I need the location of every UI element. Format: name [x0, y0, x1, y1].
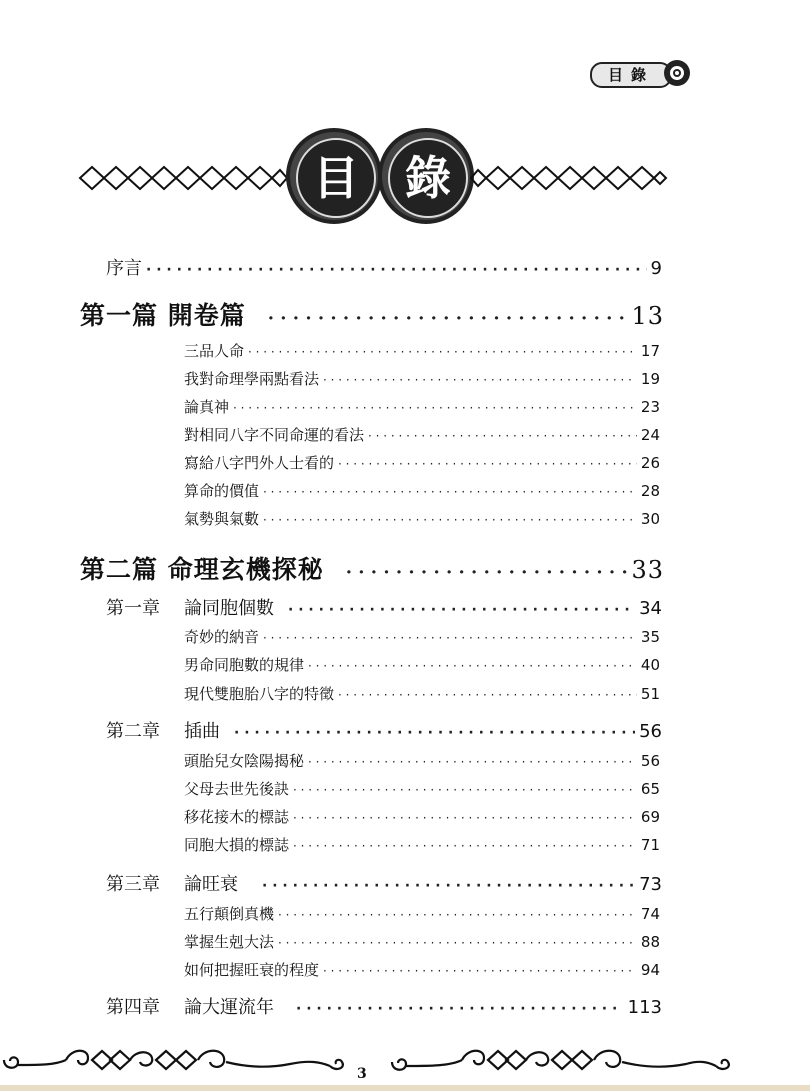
toc-entry-label: 掌握生剋大法 [184, 933, 275, 951]
title-banner [78, 128, 668, 232]
dot-leader [146, 262, 647, 278]
toc-entry-part-1[interactable] [80, 296, 664, 332]
toc-entry-chapter-3[interactable] [106, 870, 662, 896]
toc-part-label: 第一篇 開卷篇 [80, 301, 246, 330]
dot-leader [323, 373, 637, 387]
toc-entry-label: 移花接木的標誌 [184, 808, 290, 826]
toc-entry-section[interactable] [184, 903, 660, 924]
dot-leader [346, 562, 628, 583]
dot-leader [323, 964, 637, 978]
chapter-label: 論大運流年 [184, 997, 274, 1018]
dot-leader [308, 659, 637, 673]
section-tab-label: 目錄 [590, 62, 672, 88]
flower-ornament-icon [662, 58, 692, 88]
toc-entry-section[interactable] [184, 396, 660, 417]
page-number: 3 [357, 1066, 367, 1082]
dot-leader [293, 783, 637, 797]
toc-part-page: 33 [631, 556, 664, 584]
toc-entry-page: 56 [640, 752, 660, 770]
toc-entry-label: 頭胎兒女陰陽揭秘 [184, 752, 305, 770]
dot-leader [308, 755, 637, 769]
toc-part-label: 第二篇 命理玄機探秘 [80, 555, 324, 584]
toc-entry-label: 論真神 [184, 398, 230, 416]
toc-entry-page: 69 [640, 808, 660, 826]
toc-entry-label: 三品人命 [184, 342, 245, 360]
toc-entry-page: 56 [639, 721, 662, 742]
toc-entry-page: 74 [640, 905, 660, 923]
toc-entry-part-2[interactable] [80, 550, 664, 586]
dot-leader [288, 602, 635, 618]
toc-entry-label: 如何把握旺衰的程度 [184, 961, 320, 979]
title-char-right: 錄 [388, 138, 468, 218]
toc-entry-page: 24 [640, 426, 660, 444]
bottom-edge [0, 1085, 810, 1091]
toc-entry-label: 男命同胞數的規律 [184, 656, 305, 674]
dot-leader [263, 485, 637, 499]
dot-leader [338, 688, 637, 702]
chapter-label: 論旺衰 [184, 874, 238, 895]
toc-entry-section[interactable] [184, 931, 660, 952]
toc-entry-chapter-4[interactable] [106, 993, 662, 1019]
dot-leader [262, 878, 635, 894]
dot-leader [368, 429, 637, 443]
chapter-label: 論同胞個數 [184, 598, 274, 619]
toc-entry-label: 父母去世先後訣 [184, 780, 290, 798]
toc-chapter-title [106, 870, 238, 896]
toc-entry-section[interactable] [184, 834, 660, 855]
title-char-left: 目 [296, 138, 376, 218]
toc-entry-page: 26 [640, 454, 660, 472]
toc-entry-page: 28 [640, 482, 660, 500]
dot-leader [293, 839, 637, 853]
toc-entry-label: 對相同八字不同命運的看法 [184, 426, 365, 444]
toc-entry-label: 現代雙胞胎八字的特徵 [184, 685, 335, 703]
toc-entry-page: 94 [640, 961, 660, 979]
dot-leader [278, 908, 637, 922]
toc-entry-page: 71 [640, 836, 660, 854]
toc-entry-section[interactable] [184, 480, 660, 501]
toc-entry-page: 35 [640, 628, 660, 646]
toc-entry-section[interactable] [184, 683, 660, 704]
toc-chapter-title [106, 717, 220, 743]
toc-entry-page: 113 [627, 997, 662, 1018]
footer-ornament [0, 1040, 810, 1085]
toc-entry-label: 序言 [106, 258, 142, 279]
toc-entry-page: 23 [640, 398, 660, 416]
toc-entry-page: 30 [640, 510, 660, 528]
toc-chapter-title [106, 993, 274, 1019]
toc-part-page: 13 [631, 302, 664, 330]
title-seal-right [378, 128, 474, 224]
toc-entry-section[interactable] [184, 424, 660, 445]
toc-entry-page: 88 [640, 933, 660, 951]
dot-leader [278, 936, 637, 950]
section-tab [590, 58, 688, 90]
toc-entry-section[interactable] [184, 368, 660, 389]
chapter-number: 第三章 [106, 874, 160, 895]
title-seal-left [286, 128, 382, 224]
chapter-label: 插曲 [184, 721, 220, 742]
toc-entry-page: 19 [640, 370, 660, 388]
toc-entry-label: 算命的價值 [184, 482, 260, 500]
diamond-border-right [470, 164, 668, 192]
toc-chapter-title [106, 594, 274, 620]
dot-leader [268, 308, 628, 329]
toc-entry-label: 五行顛倒真機 [184, 905, 275, 923]
dot-leader [338, 457, 637, 471]
dot-leader [233, 401, 637, 415]
toc-entry-page: 40 [640, 656, 660, 674]
toc-entry-label: 寫給八字門外人士看的 [184, 454, 335, 472]
toc-entry-section[interactable] [184, 959, 660, 980]
toc-entry-chapter-2[interactable] [106, 717, 662, 743]
toc-entry-section[interactable] [184, 340, 660, 361]
dot-leader [293, 811, 637, 825]
chapter-number: 第二章 [106, 721, 160, 742]
toc-entry-section[interactable] [184, 452, 660, 473]
toc-entry-label: 我對命理學兩點看法 [184, 370, 320, 388]
toc-entry-section[interactable] [184, 778, 660, 799]
dot-leader [296, 1001, 616, 1017]
chapter-number: 第一章 [106, 598, 160, 619]
toc-entry-label: 氣勢與氣數 [184, 510, 260, 528]
toc-entry-page: 9 [650, 258, 662, 279]
toc-entry-chapter-1[interactable] [106, 594, 662, 620]
toc-entry-page: 51 [640, 685, 660, 703]
dot-leader [248, 345, 637, 359]
toc-entry-section[interactable] [184, 626, 660, 647]
toc-entry-section[interactable] [184, 654, 660, 675]
dot-leader [234, 725, 635, 741]
toc-entry-page: 65 [640, 780, 660, 798]
toc-entry-label: 同胞大損的標誌 [184, 836, 290, 854]
toc-entry-page: 73 [639, 874, 662, 895]
chapter-number: 第四章 [106, 997, 160, 1018]
toc-entry-page: 34 [639, 598, 662, 619]
toc-entry-preface[interactable] [106, 254, 662, 280]
toc-entry-section[interactable] [184, 806, 660, 827]
dot-leader [263, 513, 637, 527]
toc-entry-section[interactable] [184, 750, 660, 771]
toc-entry-section[interactable] [184, 508, 660, 529]
dot-leader [263, 631, 637, 645]
toc-entry-page: 17 [640, 342, 660, 360]
diamond-border-left [78, 164, 288, 192]
toc-entry-label: 奇妙的納音 [184, 628, 260, 646]
